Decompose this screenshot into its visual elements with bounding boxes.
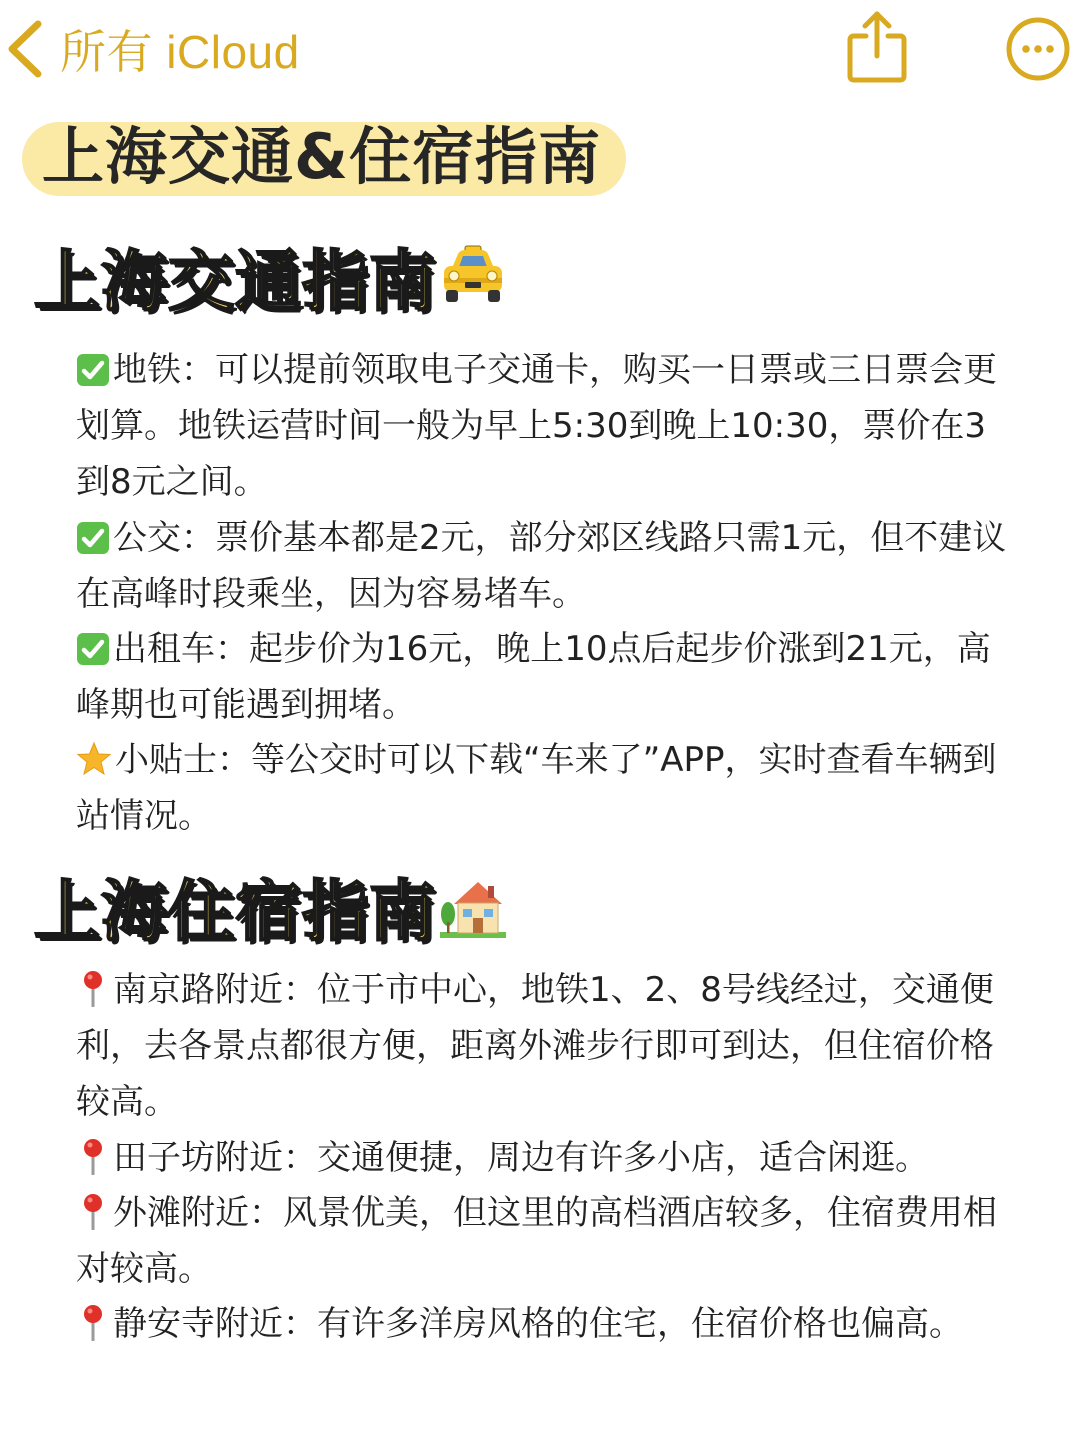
check-icon [76, 632, 110, 666]
item-text: 地铁：可以提前领取电子交通卡，购买一日票或三日票会更划算。地铁运营时间一般为早上5:30到晚上10:30，票价在3到8元之间。 [76, 350, 997, 502]
back-button[interactable] [2, 14, 300, 84]
navigation-bar [0, 0, 1080, 100]
item-text: 小贴士：等公交时可以下载“车来了”APP，实时查看车辆到站情况。 [76, 740, 997, 836]
pin-icon [76, 969, 110, 1007]
house-icon [438, 870, 508, 940]
item-text: 静安寺附近：有许多洋房风格的住宅，住宿价格也偏高。 [113, 1304, 963, 1344]
more-button[interactable] [1005, 16, 1071, 82]
item-text: 南京路附近：位于市中心，地铁1、2、8号线经过，交通便利，去各景点都很方便，距离外滩步行即可到达，但住宿价格较高。 [76, 970, 994, 1122]
pin-icon [76, 1303, 110, 1341]
transport-item-tip [76, 732, 1016, 844]
section-heading-transport [34, 230, 508, 320]
pin-icon [76, 1137, 110, 1175]
note-title-block [20, 112, 640, 202]
check-icon [76, 353, 110, 387]
item-text: 出租车：起步价为16元，晚上10点后起步价涨到21元，高峰期也可能遇到拥堵。 [76, 629, 991, 725]
section-heading-lodging [34, 860, 508, 950]
note-title[interactable]: 上海交通&住宿指南 [42, 120, 602, 193]
pin-icon [76, 1192, 110, 1230]
share-icon [846, 10, 908, 84]
star-icon [76, 741, 112, 777]
back-label: 所有 iCloud [60, 26, 300, 78]
more-icon [1005, 16, 1071, 82]
item-text: 田子坊附近：交通便捷，周边有许多小店，适合闲逛。 [113, 1138, 929, 1178]
transport-item-bus [76, 510, 1016, 622]
section-heading-text: 上海交通指南 [34, 242, 436, 320]
item-text: 外滩附近：风景优美，但这里的高档酒店较多，住宿费用相对较高。 [76, 1193, 997, 1289]
item-text: 公交：票价基本都是2元，部分郊区线路只需1元，但不建议在高峰时段乘坐，因为容易堵车。 [76, 518, 1007, 614]
lodging-item-tianzifang [76, 1130, 1016, 1186]
chevron-left-icon [2, 18, 48, 80]
lodging-item-nanjing-road [76, 962, 1016, 1130]
lodging-item-the-bund [76, 1185, 1016, 1297]
section-heading-text: 上海住宿指南 [34, 872, 436, 950]
transport-item-taxi [76, 621, 1016, 733]
lodging-item-jingan-temple [76, 1296, 1016, 1352]
share-button[interactable] [846, 10, 908, 84]
transport-item-metro [76, 342, 1016, 510]
taxi-icon [438, 240, 508, 310]
check-icon [76, 521, 110, 555]
